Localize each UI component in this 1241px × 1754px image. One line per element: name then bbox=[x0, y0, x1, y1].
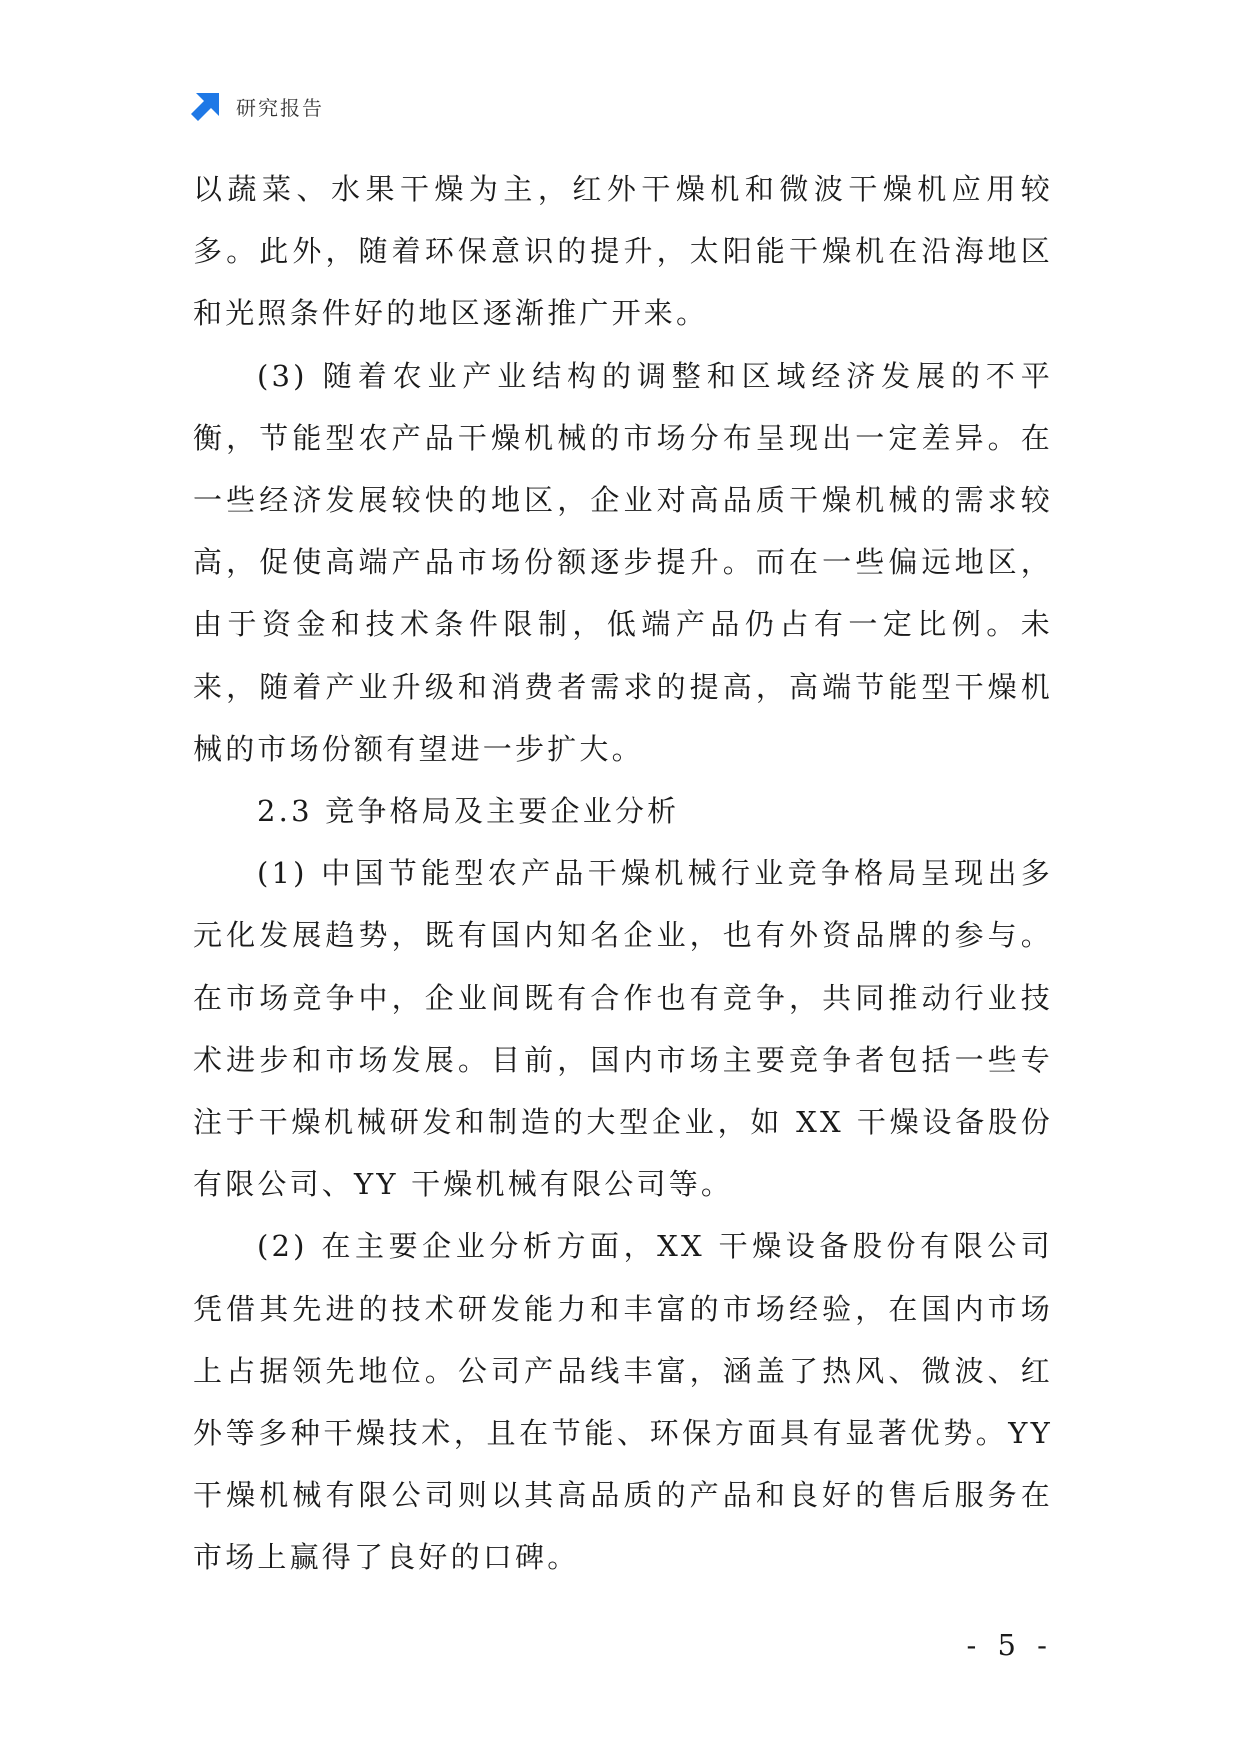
page-number: - 5 - bbox=[966, 1628, 1053, 1662]
paragraph-1: 以蔬菜、水果干燥为主，红外干燥机和微波干燥机应用较多。此外，随着环保意识的提升，太阳能干燥机在沿海地区和光照条件好的地区逐渐推广开来。 bbox=[193, 172, 1053, 331]
header-title: 研究报告 bbox=[236, 95, 324, 120]
paragraph-4: (2) 在主要企业分析方面，XX 干燥设备股份有限公司凭借其先进的技术研发能力和丰富的市场经验，在国内市场上占据领先地位。公司产品线丰富，涵盖了热风、微波、红外等多种干燥技术，且在节能、环保方面具有显著优势。YY 干燥机械有限公司则以其高品质的产品和良好的售后服务在市场上赢得了良好的口碑。 bbox=[193, 1229, 1053, 1575]
paragraph-2: (3) 随着农业产业结构的调整和区域经济发展的不平衡，节能型农产品干燥机械的市场分布呈现出一定差异。在一些经济发展较快的地区，企业对高品质干燥机械的需求较高，促使高端产品市场份额逐步提升。而在一些偏远地区，由于资金和技术条件限制，低端产品仍占有一定比例。未来，随着产业升级和消费者需求的提高，高端节能型干燥机械的市场份额有望进一步扩大。 bbox=[193, 358, 1053, 766]
page-header bbox=[190, 88, 324, 124]
arrow-up-right-icon bbox=[190, 90, 222, 122]
document-body bbox=[193, 158, 1053, 1589]
paragraph-3: (1) 中国节能型农产品干燥机械行业竞争格局呈现出多元化发展趋势，既有国内知名企业，也有外资品牌的参与。在市场竞争中，企业间既有合作也有竞争，共同推动行业技术进步和市场发展。目前，国内市场主要竞争者包括一些专注于干燥机械研发和制造的大型企业，如 XX 干燥设备股份有限公司、YY 干燥机械有限公司等。 bbox=[193, 856, 1053, 1202]
section-heading: 2.3 竞争格局及主要企业分析 bbox=[257, 794, 680, 829]
